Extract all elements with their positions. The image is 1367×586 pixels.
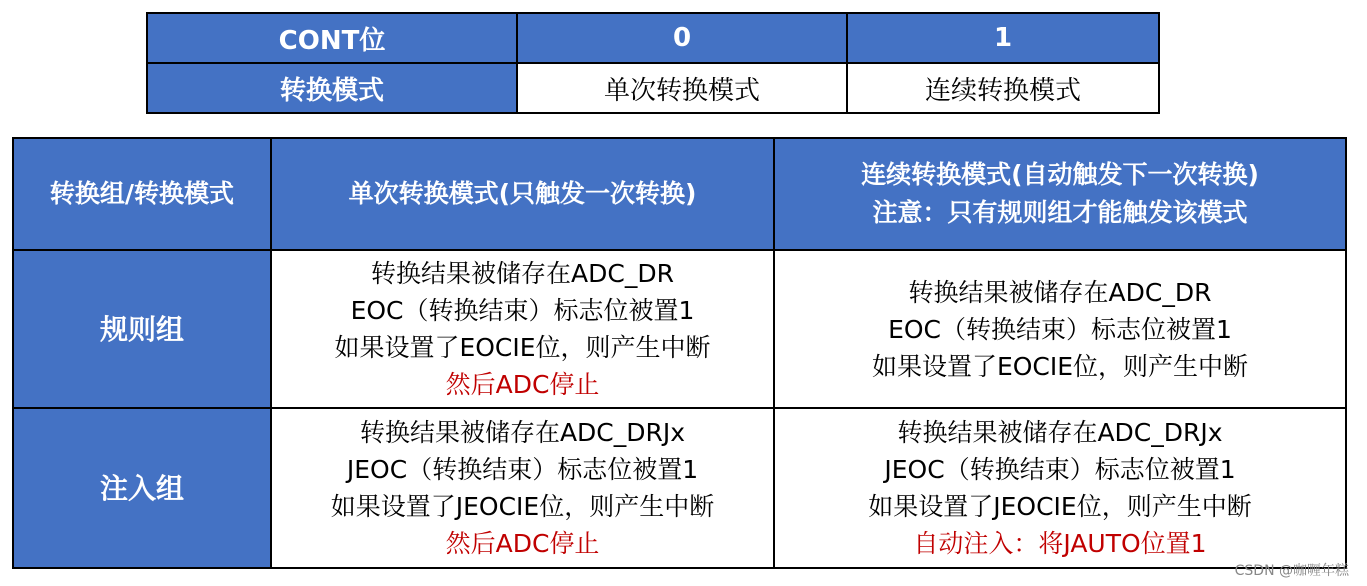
cont-value-0: 0 xyxy=(517,13,847,63)
regular-single-line2: EOC（转换结束）标志位被置1 xyxy=(350,296,695,325)
cont-bit-label: CONT位 xyxy=(147,13,517,63)
injected-single-line3: 如果设置了JEOCIE位，则产生中断 xyxy=(330,492,715,521)
regular-single-cell xyxy=(271,250,774,408)
group-mode-header: 转换组/转换模式 xyxy=(13,138,271,250)
injected-continuous-auto: 自动注入：将JAUTO位置1 xyxy=(913,529,1207,558)
continuous-mode-header xyxy=(774,138,1346,250)
injected-continuous-cell xyxy=(774,408,1346,568)
regular-single-stop: 然后ADC停止 xyxy=(445,370,600,399)
injected-group-label: 注入组 xyxy=(13,408,271,568)
injected-continuous-line1: 转换结果被储存在ADC_DRJx xyxy=(897,418,1223,447)
regular-continuous-line1: 转换结果被储存在ADC_DR xyxy=(908,277,1212,307)
cont-bit-table xyxy=(146,12,1160,114)
injected-group-row xyxy=(13,408,1346,568)
injected-single-line1: 转换结果被储存在ADC_DRJx xyxy=(359,418,686,447)
mode-single: 单次转换模式 xyxy=(517,63,847,113)
mode-label: 转换模式 xyxy=(147,63,517,113)
cont-header-row xyxy=(147,13,1159,63)
regular-continuous-line2: EOC（转换结束）标志位被置1 xyxy=(888,314,1232,344)
watermark: CSDN @咖喱年糕 xyxy=(1234,563,1349,579)
mode-continuous: 连续转换模式 xyxy=(847,63,1159,113)
regular-single-line1: 转换结果被储存在ADC_DR xyxy=(371,259,674,288)
injected-continuous-line2: JEOC（转换结束）标志位被置1 xyxy=(884,455,1236,484)
continuous-header-line2: 注意：只有规则组才能触发该模式 xyxy=(872,198,1248,227)
continuous-header-line1: 连续转换模式(自动触发下一次转换) xyxy=(861,160,1259,189)
main-header-row xyxy=(13,138,1346,250)
mode-row xyxy=(147,63,1159,113)
conversion-mode-table xyxy=(12,137,1347,569)
injected-single-stop: 然后ADC停止 xyxy=(445,529,600,558)
single-mode-header: 单次转换模式(只触发一次转换) xyxy=(271,138,774,250)
injected-continuous-line3: 如果设置了JEOCIE位，则产生中断 xyxy=(868,492,1252,521)
regular-group-label: 规则组 xyxy=(13,250,271,408)
injected-single-cell xyxy=(271,408,774,568)
regular-single-line3: 如果设置了EOCIE位，则产生中断 xyxy=(334,333,711,362)
regular-continuous-cell xyxy=(774,250,1346,408)
regular-group-row xyxy=(13,250,1346,408)
cont-value-1: 1 xyxy=(847,13,1159,63)
injected-single-line2: JEOC（转换结束）标志位被置1 xyxy=(346,455,699,484)
regular-continuous-line3: 如果设置了EOCIE位，则产生中断 xyxy=(871,351,1249,381)
